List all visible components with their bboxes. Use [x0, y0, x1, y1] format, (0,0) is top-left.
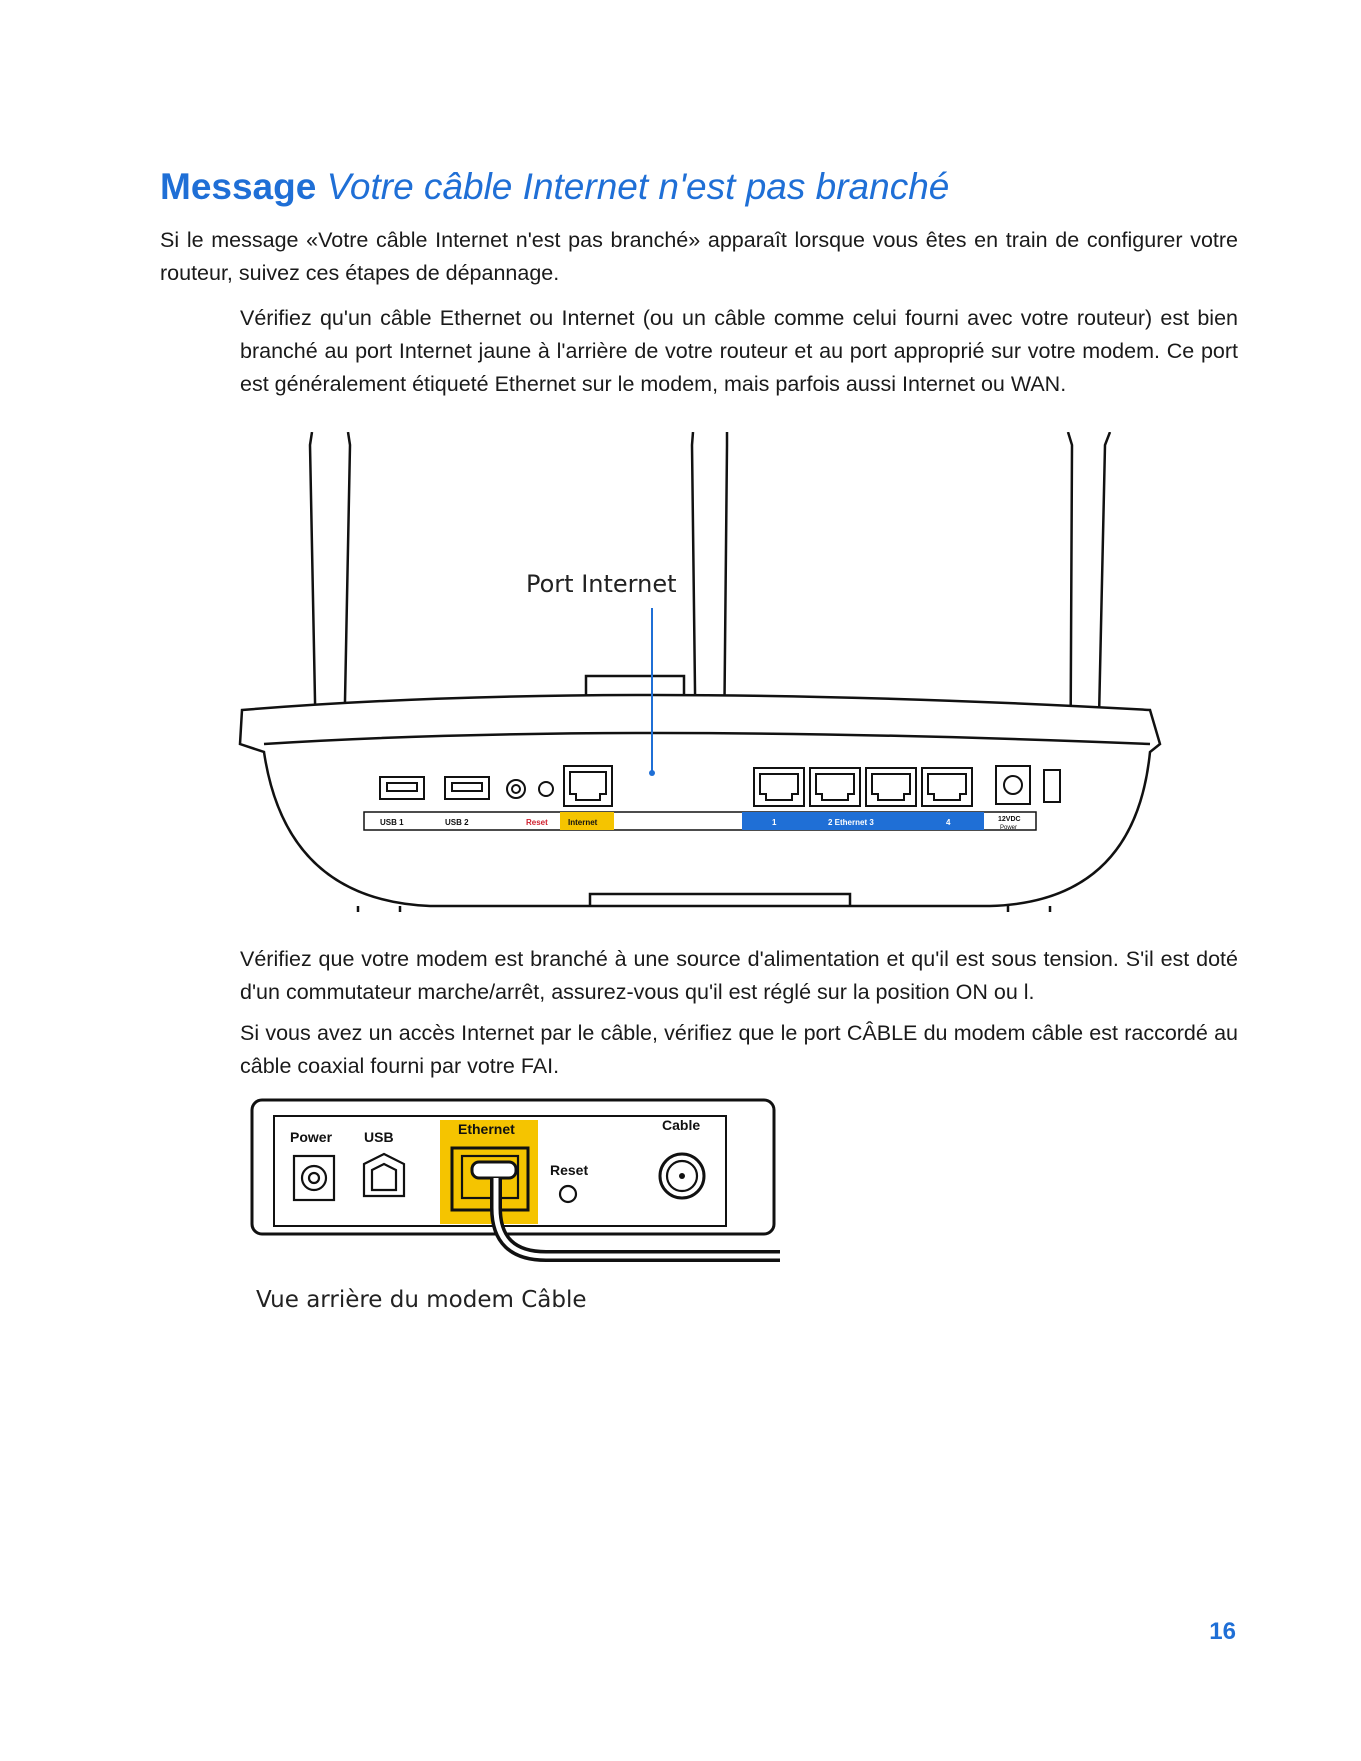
modem-label-ethernet: Ethernet: [458, 1121, 515, 1137]
label-power-voltage: 12VDC: [998, 816, 1021, 823]
label-internet: Internet: [568, 818, 598, 827]
page-number: 16: [1209, 1618, 1236, 1645]
heading-bold: Message: [160, 166, 317, 207]
label-reset: Reset: [526, 818, 548, 827]
port-internet-callout: Port Internet: [526, 570, 677, 598]
router-back-illustration: [230, 432, 1190, 912]
label-eth4: 4: [946, 818, 951, 827]
label-usb2: USB 2: [445, 818, 469, 827]
modem-label-reset: Reset: [550, 1162, 589, 1178]
heading-italic: Votre câble Internet n'est pas branché: [326, 166, 950, 207]
modem-back-illustration: [240, 1092, 780, 1282]
step-coax-cable: Si vous avez un accès Internet par le câble, vérifiez que le port CÂBLE du modem câble est raccordé au câble coaxial fourni par votre FAI.: [240, 1021, 1238, 1078]
modem-caption: Vue arrière du modem Câble: [256, 1287, 587, 1313]
modem-label-power: Power: [290, 1129, 333, 1145]
modem-label-cable: Cable: [662, 1117, 701, 1133]
intro-paragraph: Si le message «Votre câble Internet n'est pas branché» apparaît lorsque vous êtes en train de configurer votre routeur, suivez ces étapes de dépannage.: [160, 228, 1238, 285]
page-heading: [160, 166, 949, 208]
label-eth1: 1: [772, 818, 777, 827]
step-ethernet-cable: Vérifiez qu'un câble Ethernet ou Internet (ou un câble comme celui fourni avec votre routeur) est bien branché au port Internet jaune à l'arrière de votre routeur et au port approprié sur votre modem. Ce port est généralement étiqueté Ethernet sur le modem, mais parfois aussi Internet ou WAN.: [240, 306, 1238, 396]
label-usb1: USB 1: [380, 818, 404, 827]
modem-label-usb: USB: [364, 1129, 394, 1145]
label-ethernet: 2 Ethernet 3: [828, 818, 874, 827]
label-power: Power: [1000, 825, 1018, 831]
step-modem-power: Vérifiez que votre modem est branché à une source d'alimentation et qu'il est sous tension. S'il est doté d'un commutateur marche/arrêt, assurez-vous qu'il est réglé sur la position ON ou l.: [240, 947, 1238, 1004]
